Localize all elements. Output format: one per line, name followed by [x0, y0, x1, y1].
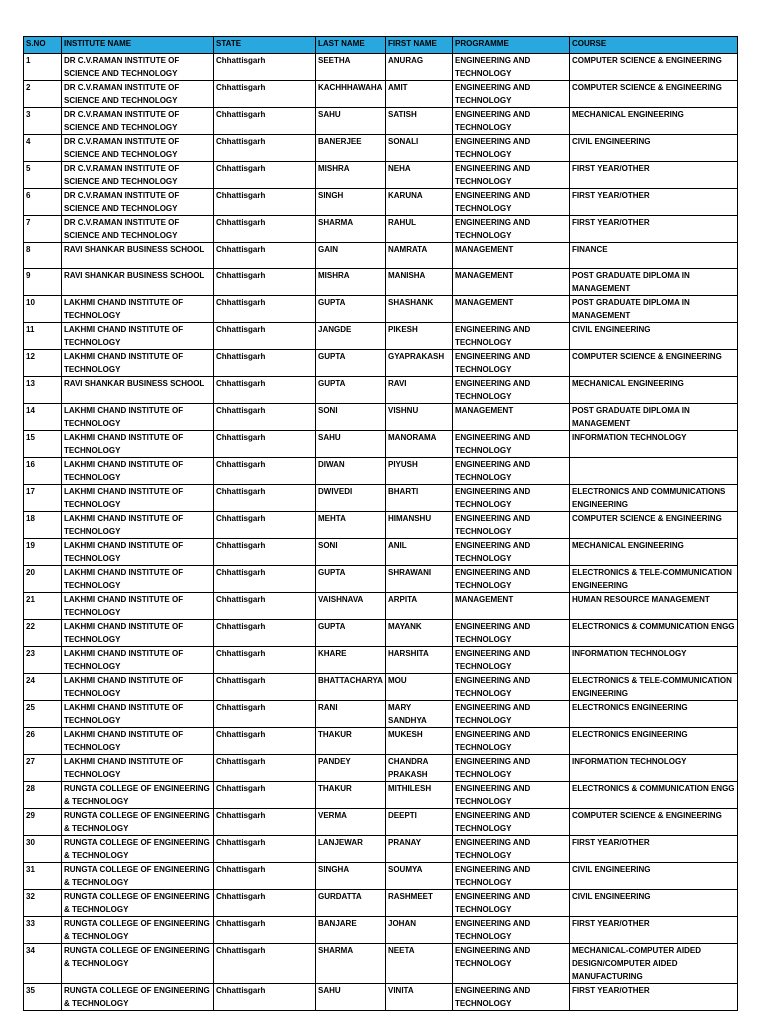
cell-institute[interactable]: RUNGTA COLLEGE OF ENGINEERING & TECHNOLOGY [62, 984, 214, 1011]
cell-first-name[interactable]: MOU [386, 674, 453, 701]
cell-last-name[interactable]: SEETHA [316, 54, 386, 81]
cell-state[interactable]: Chhattisgarh [214, 350, 316, 377]
cell-institute[interactable]: DR C.V.RAMAN INSTITUTE OF SCIENCE AND TECHNOLOGY [62, 216, 214, 243]
cell-course[interactable]: CIVIL ENGINEERING [570, 135, 738, 162]
cell-state[interactable]: Chhattisgarh [214, 755, 316, 782]
cell-sno[interactable]: 3 [24, 108, 62, 135]
cell-programme[interactable]: MANAGEMENT [453, 593, 570, 620]
cell-first-name[interactable]: BHARTI [386, 485, 453, 512]
cell-last-name[interactable]: BANJARE [316, 917, 386, 944]
cell-programme[interactable]: ENGINEERING AND TECHNOLOGY [453, 54, 570, 81]
cell-institute[interactable]: LAKHMI CHAND INSTITUTE OF TECHNOLOGY [62, 404, 214, 431]
cell-programme[interactable]: ENGINEERING AND TECHNOLOGY [453, 701, 570, 728]
cell-first-name[interactable]: RAVI [386, 377, 453, 404]
cell-programme[interactable]: ENGINEERING AND TECHNOLOGY [453, 944, 570, 984]
cell-course[interactable]: COMPUTER SCIENCE & ENGINEERING [570, 809, 738, 836]
cell-state[interactable]: Chhattisgarh [214, 647, 316, 674]
cell-state[interactable]: Chhattisgarh [214, 189, 316, 216]
cell-sno[interactable]: 22 [24, 620, 62, 647]
cell-state[interactable]: Chhattisgarh [214, 216, 316, 243]
cell-state[interactable]: Chhattisgarh [214, 296, 316, 323]
cell-last-name[interactable]: SONI [316, 539, 386, 566]
table-row [24, 674, 738, 701]
cell-first-name[interactable]: KARUNA [386, 189, 453, 216]
cell-course[interactable]: COMPUTER SCIENCE & ENGINEERING [570, 54, 738, 81]
cell-first-name[interactable]: MANISHA [386, 269, 453, 296]
cell-last-name[interactable]: DIWAN [316, 458, 386, 485]
cell-state[interactable]: Chhattisgarh [214, 431, 316, 458]
cell-institute[interactable]: RUNGTA COLLEGE OF ENGINEERING & TECHNOLOGY [62, 890, 214, 917]
cell-course[interactable]: FIRST YEAR/OTHER [570, 836, 738, 863]
cell-course[interactable]: MECHANICAL-COMPUTER AIDED DESIGN/COMPUTER AIDED MANUFACTURING [570, 944, 738, 984]
cell-programme[interactable]: ENGINEERING AND TECHNOLOGY [453, 377, 570, 404]
cell-last-name[interactable]: GUPTA [316, 350, 386, 377]
cell-state[interactable]: Chhattisgarh [214, 944, 316, 984]
cell-course[interactable]: POST GRADUATE DIPLOMA IN MANAGEMENT [570, 296, 738, 323]
table-row [24, 431, 738, 458]
cell-institute[interactable]: DR C.V.RAMAN INSTITUTE OF SCIENCE AND TECHNOLOGY [62, 189, 214, 216]
header-sno[interactable]: S.NO [24, 37, 62, 54]
cell-last-name[interactable]: KHARE [316, 647, 386, 674]
cell-programme[interactable]: ENGINEERING AND TECHNOLOGY [453, 162, 570, 189]
cell-first-name[interactable]: JOHAN [386, 917, 453, 944]
cell-course[interactable]: INFORMATION TECHNOLOGY [570, 647, 738, 674]
cell-sno[interactable]: 21 [24, 593, 62, 620]
cell-institute[interactable]: LAKHMI CHAND INSTITUTE OF TECHNOLOGY [62, 539, 214, 566]
table-row [24, 458, 738, 485]
cell-institute[interactable]: DR C.V.RAMAN INSTITUTE OF SCIENCE AND TECHNOLOGY [62, 108, 214, 135]
cell-sno[interactable]: 11 [24, 323, 62, 350]
cell-institute[interactable]: LAKHMI CHAND INSTITUTE OF TECHNOLOGY [62, 728, 214, 755]
cell-last-name[interactable]: GUPTA [316, 296, 386, 323]
cell-course[interactable]: CIVIL ENGINEERING [570, 863, 738, 890]
cell-sno[interactable]: 14 [24, 404, 62, 431]
cell-programme[interactable]: ENGINEERING AND TECHNOLOGY [453, 863, 570, 890]
cell-first-name[interactable]: ARPITA [386, 593, 453, 620]
cell-institute[interactable]: LAKHMI CHAND INSTITUTE OF TECHNOLOGY [62, 323, 214, 350]
table-row [24, 54, 738, 81]
cell-programme[interactable]: ENGINEERING AND TECHNOLOGY [453, 135, 570, 162]
cell-last-name[interactable]: SINGH [316, 189, 386, 216]
cell-programme[interactable]: ENGINEERING AND TECHNOLOGY [453, 836, 570, 863]
cell-institute[interactable]: DR C.V.RAMAN INSTITUTE OF SCIENCE AND TECHNOLOGY [62, 162, 214, 189]
cell-institute[interactable]: RAVI SHANKAR BUSINESS SCHOOL [62, 243, 214, 269]
cell-state[interactable]: Chhattisgarh [214, 485, 316, 512]
header-row [24, 37, 738, 54]
cell-institute[interactable]: LAKHMI CHAND INSTITUTE OF TECHNOLOGY [62, 593, 214, 620]
cell-last-name[interactable]: SAHU [316, 431, 386, 458]
cell-institute[interactable]: LAKHMI CHAND INSTITUTE OF TECHNOLOGY [62, 755, 214, 782]
cell-state[interactable]: Chhattisgarh [214, 512, 316, 539]
cell-course[interactable]: INFORMATION TECHNOLOGY [570, 755, 738, 782]
cell-institute[interactable]: RAVI SHANKAR BUSINESS SCHOOL [62, 377, 214, 404]
cell-first-name[interactable]: NEHA [386, 162, 453, 189]
cell-first-name[interactable]: HIMANSHU [386, 512, 453, 539]
cell-sno[interactable]: 26 [24, 728, 62, 755]
cell-first-name[interactable]: MUKESH [386, 728, 453, 755]
cell-state[interactable]: Chhattisgarh [214, 674, 316, 701]
table-row [24, 404, 738, 431]
cell-institute[interactable]: LAKHMI CHAND INSTITUTE OF TECHNOLOGY [62, 512, 214, 539]
cell-last-name[interactable]: VERMA [316, 809, 386, 836]
cell-course[interactable]: MECHANICAL ENGINEERING [570, 539, 738, 566]
cell-first-name[interactable]: GYAPRAKASH [386, 350, 453, 377]
cell-state[interactable]: Chhattisgarh [214, 593, 316, 620]
cell-institute[interactable]: RUNGTA COLLEGE OF ENGINEERING & TECHNOLOGY [62, 782, 214, 809]
cell-sno[interactable]: 10 [24, 296, 62, 323]
cell-first-name[interactable]: SOUMYA [386, 863, 453, 890]
cell-last-name[interactable]: PANDEY [316, 755, 386, 782]
cell-institute[interactable]: RUNGTA COLLEGE OF ENGINEERING & TECHNOLOGY [62, 944, 214, 984]
table-row [24, 647, 738, 674]
table-row [24, 755, 738, 782]
table-row [24, 917, 738, 944]
cell-programme[interactable]: ENGINEERING AND TECHNOLOGY [453, 984, 570, 1011]
table-row [24, 984, 738, 1011]
cell-institute[interactable]: LAKHMI CHAND INSTITUTE OF TECHNOLOGY [62, 701, 214, 728]
header-course[interactable]: COURSE [570, 37, 738, 54]
table-row [24, 323, 738, 350]
cell-first-name[interactable]: SONALI [386, 135, 453, 162]
cell-programme[interactable]: ENGINEERING AND TECHNOLOGY [453, 431, 570, 458]
table-row [24, 216, 738, 243]
cell-sno[interactable]: 12 [24, 350, 62, 377]
cell-course[interactable]: COMPUTER SCIENCE & ENGINEERING [570, 512, 738, 539]
cell-institute[interactable]: RUNGTA COLLEGE OF ENGINEERING & TECHNOLOGY [62, 917, 214, 944]
cell-sno[interactable]: 23 [24, 647, 62, 674]
header-last-name[interactable]: LAST NAME [316, 37, 386, 54]
cell-sno[interactable]: 28 [24, 782, 62, 809]
cell-sno[interactable]: 30 [24, 836, 62, 863]
cell-programme[interactable]: ENGINEERING AND TECHNOLOGY [453, 216, 570, 243]
cell-last-name[interactable]: KACHHHAWAHA [316, 81, 386, 108]
cell-course[interactable]: FIRST YEAR/OTHER [570, 162, 738, 189]
cell-first-name[interactable]: RAHUL [386, 216, 453, 243]
cell-institute[interactable]: RUNGTA COLLEGE OF ENGINEERING & TECHNOLOGY [62, 836, 214, 863]
cell-institute[interactable]: RAVI SHANKAR BUSINESS SCHOOL [62, 269, 214, 296]
cell-state[interactable]: Chhattisgarh [214, 323, 316, 350]
cell-programme[interactable]: MANAGEMENT [453, 296, 570, 323]
cell-programme[interactable]: ENGINEERING AND TECHNOLOGY [453, 620, 570, 647]
cell-state[interactable]: Chhattisgarh [214, 539, 316, 566]
cell-programme[interactable]: ENGINEERING AND TECHNOLOGY [453, 566, 570, 593]
cell-state[interactable]: Chhattisgarh [214, 243, 316, 269]
cell-institute[interactable]: LAKHMI CHAND INSTITUTE OF TECHNOLOGY [62, 485, 214, 512]
cell-programme[interactable]: ENGINEERING AND TECHNOLOGY [453, 189, 570, 216]
table-row [24, 566, 738, 593]
cell-sno[interactable]: 24 [24, 674, 62, 701]
header-programme[interactable]: PROGRAMME [453, 37, 570, 54]
cell-state[interactable]: Chhattisgarh [214, 458, 316, 485]
cell-last-name[interactable]: VAISHNAVA [316, 593, 386, 620]
table-row [24, 81, 738, 108]
table-row [24, 189, 738, 216]
cell-sno[interactable]: 34 [24, 944, 62, 984]
cell-programme[interactable]: ENGINEERING AND TECHNOLOGY [453, 81, 570, 108]
cell-course[interactable]: ELECTRONICS ENGINEERING [570, 728, 738, 755]
cell-course[interactable]: ELECTRONICS & TELE-COMMUNICATION ENGINEERING [570, 566, 738, 593]
table-row [24, 162, 738, 189]
cell-institute[interactable]: LAKHMI CHAND INSTITUTE OF TECHNOLOGY [62, 296, 214, 323]
cell-state[interactable]: Chhattisgarh [214, 728, 316, 755]
cell-last-name[interactable]: BHATTACHARYA [316, 674, 386, 701]
cell-institute[interactable]: LAKHMI CHAND INSTITUTE OF TECHNOLOGY [62, 350, 214, 377]
cell-sno[interactable]: 29 [24, 809, 62, 836]
cell-first-name[interactable]: AMIT [386, 81, 453, 108]
cell-first-name[interactable]: VINITA [386, 984, 453, 1011]
cell-programme[interactable]: ENGINEERING AND TECHNOLOGY [453, 647, 570, 674]
cell-sno[interactable]: 8 [24, 243, 62, 269]
cell-state[interactable]: Chhattisgarh [214, 984, 316, 1011]
cell-sno[interactable]: 6 [24, 189, 62, 216]
cell-last-name[interactable]: SAHU [316, 984, 386, 1011]
cell-first-name[interactable]: MITHILESH [386, 782, 453, 809]
cell-state[interactable]: Chhattisgarh [214, 108, 316, 135]
table-row [24, 512, 738, 539]
cell-first-name[interactable]: SHASHANK [386, 296, 453, 323]
cell-course[interactable]: MECHANICAL ENGINEERING [570, 377, 738, 404]
cell-course[interactable]: CIVIL ENGINEERING [570, 323, 738, 350]
cell-state[interactable]: Chhattisgarh [214, 890, 316, 917]
cell-last-name[interactable]: BANERJEE [316, 135, 386, 162]
cell-course[interactable]: INFORMATION TECHNOLOGY [570, 431, 738, 458]
cell-institute[interactable]: LAKHMI CHAND INSTITUTE OF TECHNOLOGY [62, 647, 214, 674]
cell-course[interactable]: POST GRADUATE DIPLOMA IN MANAGEMENT [570, 404, 738, 431]
cell-state[interactable]: Chhattisgarh [214, 620, 316, 647]
table-row [24, 377, 738, 404]
cell-institute[interactable]: LAKHMI CHAND INSTITUTE OF TECHNOLOGY [62, 674, 214, 701]
cell-state[interactable]: Chhattisgarh [214, 377, 316, 404]
cell-first-name[interactable]: SATISH [386, 108, 453, 135]
cell-sno[interactable]: 17 [24, 485, 62, 512]
cell-sno[interactable]: 32 [24, 890, 62, 917]
cell-course[interactable]: ELECTRONICS & COMMUNICATION ENGG [570, 782, 738, 809]
cell-programme[interactable]: MANAGEMENT [453, 269, 570, 296]
cell-first-name[interactable]: SHRAWANI [386, 566, 453, 593]
cell-institute[interactable]: DR C.V.RAMAN INSTITUTE OF SCIENCE AND TECHNOLOGY [62, 135, 214, 162]
cell-sno[interactable]: 5 [24, 162, 62, 189]
cell-last-name[interactable]: GUPTA [316, 377, 386, 404]
cell-programme[interactable]: ENGINEERING AND TECHNOLOGY [453, 458, 570, 485]
cell-last-name[interactable]: SONI [316, 404, 386, 431]
cell-course[interactable]: POST GRADUATE DIPLOMA IN MANAGEMENT [570, 269, 738, 296]
cell-state[interactable]: Chhattisgarh [214, 809, 316, 836]
cell-programme[interactable]: ENGINEERING AND TECHNOLOGY [453, 539, 570, 566]
cell-sno[interactable]: 20 [24, 566, 62, 593]
cell-state[interactable]: Chhattisgarh [214, 836, 316, 863]
table-row [24, 269, 738, 296]
cell-state[interactable]: Chhattisgarh [214, 782, 316, 809]
table-body [24, 54, 738, 1011]
cell-first-name[interactable]: ANURAG [386, 54, 453, 81]
cell-first-name[interactable]: HARSHITA [386, 647, 453, 674]
cell-state[interactable]: Chhattisgarh [214, 81, 316, 108]
cell-last-name[interactable]: SHARMA [316, 944, 386, 984]
header-first-name[interactable]: FIRST NAME [386, 37, 453, 54]
cell-first-name[interactable]: PIKESH [386, 323, 453, 350]
cell-first-name[interactable]: RASHMEET [386, 890, 453, 917]
cell-course[interactable]: ELECTRONICS & TELE-COMMUNICATION ENGINEERING [570, 674, 738, 701]
cell-institute[interactable]: DR C.V.RAMAN INSTITUTE OF SCIENCE AND TECHNOLOGY [62, 81, 214, 108]
cell-sno[interactable]: 7 [24, 216, 62, 243]
header-state[interactable]: STATE [214, 37, 316, 54]
cell-programme[interactable]: ENGINEERING AND TECHNOLOGY [453, 350, 570, 377]
table-row [24, 944, 738, 984]
cell-first-name[interactable]: NAMRATA [386, 243, 453, 269]
cell-course[interactable]: FIRST YEAR/OTHER [570, 917, 738, 944]
cell-last-name[interactable]: THAKUR [316, 728, 386, 755]
cell-first-name[interactable]: PIYUSH [386, 458, 453, 485]
cell-first-name[interactable]: ANIL [386, 539, 453, 566]
cell-programme[interactable]: ENGINEERING AND TECHNOLOGY [453, 512, 570, 539]
cell-last-name[interactable]: MEHTA [316, 512, 386, 539]
cell-last-name[interactable]: THAKUR [316, 782, 386, 809]
table-row [24, 863, 738, 890]
cell-institute[interactable]: DR C.V.RAMAN INSTITUTE OF SCIENCE AND TECHNOLOGY [62, 54, 214, 81]
cell-last-name[interactable]: GUPTA [316, 566, 386, 593]
cell-state[interactable]: Chhattisgarh [214, 404, 316, 431]
cell-state[interactable]: Chhattisgarh [214, 54, 316, 81]
cell-last-name[interactable]: RANI [316, 701, 386, 728]
cell-programme[interactable]: ENGINEERING AND TECHNOLOGY [453, 674, 570, 701]
header-institute-name[interactable]: INSTITUTE NAME [62, 37, 214, 54]
cell-institute[interactable]: LAKHMI CHAND INSTITUTE OF TECHNOLOGY [62, 620, 214, 647]
cell-course[interactable]: FIRST YEAR/OTHER [570, 189, 738, 216]
cell-programme[interactable]: ENGINEERING AND TECHNOLOGY [453, 755, 570, 782]
cell-programme[interactable]: ENGINEERING AND TECHNOLOGY [453, 782, 570, 809]
table-row [24, 620, 738, 647]
cell-sno[interactable]: 27 [24, 755, 62, 782]
cell-state[interactable]: Chhattisgarh [214, 566, 316, 593]
cell-sno[interactable]: 4 [24, 135, 62, 162]
cell-sno[interactable]: 25 [24, 701, 62, 728]
table-row [24, 243, 738, 269]
cell-first-name[interactable]: MANORAMA [386, 431, 453, 458]
cell-first-name[interactable]: NEETA [386, 944, 453, 984]
cell-last-name[interactable]: GAIN [316, 243, 386, 269]
cell-programme[interactable]: ENGINEERING AND TECHNOLOGY [453, 323, 570, 350]
cell-institute[interactable]: LAKHMI CHAND INSTITUTE OF TECHNOLOGY [62, 566, 214, 593]
student-table [23, 36, 738, 1011]
cell-sno[interactable]: 15 [24, 431, 62, 458]
cell-sno[interactable]: 31 [24, 863, 62, 890]
cell-sno[interactable]: 1 [24, 54, 62, 81]
cell-last-name[interactable]: SHARMA [316, 216, 386, 243]
cell-course[interactable] [570, 458, 738, 485]
cell-sno[interactable]: 18 [24, 512, 62, 539]
cell-sno[interactable]: 9 [24, 269, 62, 296]
cell-last-name[interactable]: LANJEWAR [316, 836, 386, 863]
cell-state[interactable]: Chhattisgarh [214, 269, 316, 296]
cell-sno[interactable]: 35 [24, 984, 62, 1011]
cell-course[interactable]: COMPUTER SCIENCE & ENGINEERING [570, 81, 738, 108]
cell-programme[interactable]: ENGINEERING AND TECHNOLOGY [453, 917, 570, 944]
cell-institute[interactable]: RUNGTA COLLEGE OF ENGINEERING & TECHNOLOGY [62, 809, 214, 836]
cell-programme[interactable]: ENGINEERING AND TECHNOLOGY [453, 890, 570, 917]
table-row [24, 539, 738, 566]
cell-course[interactable]: ELECTRONICS ENGINEERING [570, 701, 738, 728]
cell-last-name[interactable]: SINGHA [316, 863, 386, 890]
table-row [24, 728, 738, 755]
cell-course[interactable]: FINANCE [570, 243, 738, 269]
cell-sno[interactable]: 33 [24, 917, 62, 944]
cell-institute[interactable]: LAKHMI CHAND INSTITUTE OF TECHNOLOGY [62, 431, 214, 458]
cell-course[interactable]: ELECTRONICS AND COMMUNICATIONS ENGINEERING [570, 485, 738, 512]
cell-first-name[interactable]: PRANAY [386, 836, 453, 863]
cell-institute[interactable]: RUNGTA COLLEGE OF ENGINEERING & TECHNOLOGY [62, 863, 214, 890]
table-row [24, 890, 738, 917]
cell-last-name[interactable]: GUPTA [316, 620, 386, 647]
table-row [24, 108, 738, 135]
cell-state[interactable]: Chhattisgarh [214, 863, 316, 890]
cell-first-name[interactable]: VISHNU [386, 404, 453, 431]
table-row [24, 350, 738, 377]
cell-course[interactable]: FIRST YEAR/OTHER [570, 984, 738, 1011]
table-row [24, 593, 738, 620]
cell-last-name[interactable]: SAHU [316, 108, 386, 135]
cell-programme[interactable]: ENGINEERING AND TECHNOLOGY [453, 485, 570, 512]
cell-programme[interactable]: ENGINEERING AND TECHNOLOGY [453, 108, 570, 135]
cell-programme[interactable]: MANAGEMENT [453, 404, 570, 431]
cell-sno[interactable]: 2 [24, 81, 62, 108]
table-row [24, 836, 738, 863]
cell-course[interactable]: HUMAN RESOURCE MANAGEMENT [570, 593, 738, 620]
cell-institute[interactable]: LAKHMI CHAND INSTITUTE OF TECHNOLOGY [62, 458, 214, 485]
cell-last-name[interactable]: GURDATTA [316, 890, 386, 917]
cell-state[interactable]: Chhattisgarh [214, 701, 316, 728]
cell-course[interactable]: COMPUTER SCIENCE & ENGINEERING [570, 350, 738, 377]
cell-last-name[interactable]: DWIVEDI [316, 485, 386, 512]
cell-sno[interactable]: 16 [24, 458, 62, 485]
cell-course[interactable]: MECHANICAL ENGINEERING [570, 108, 738, 135]
table-row [24, 485, 738, 512]
cell-programme[interactable]: MANAGEMENT [453, 243, 570, 269]
cell-course[interactable]: FIRST YEAR/OTHER [570, 216, 738, 243]
cell-state[interactable]: Chhattisgarh [214, 917, 316, 944]
cell-course[interactable]: ELECTRONICS & COMMUNICATION ENGG [570, 620, 738, 647]
table-row [24, 296, 738, 323]
cell-first-name[interactable]: MAYANK [386, 620, 453, 647]
cell-last-name[interactable]: MISHRA [316, 269, 386, 296]
cell-last-name[interactable]: MISHRA [316, 162, 386, 189]
cell-state[interactable]: Chhattisgarh [214, 162, 316, 189]
cell-first-name[interactable]: CHANDRA PRAKASH [386, 755, 453, 782]
cell-sno[interactable]: 13 [24, 377, 62, 404]
table-row [24, 782, 738, 809]
table-row [24, 135, 738, 162]
cell-programme[interactable]: ENGINEERING AND TECHNOLOGY [453, 728, 570, 755]
table-row [24, 701, 738, 728]
spreadsheet [23, 36, 737, 1011]
cell-course[interactable]: CIVIL ENGINEERING [570, 890, 738, 917]
cell-sno[interactable]: 19 [24, 539, 62, 566]
cell-state[interactable]: Chhattisgarh [214, 135, 316, 162]
cell-programme[interactable]: ENGINEERING AND TECHNOLOGY [453, 809, 570, 836]
table-row [24, 809, 738, 836]
cell-first-name[interactable]: DEEPTI [386, 809, 453, 836]
cell-last-name[interactable]: JANGDE [316, 323, 386, 350]
cell-first-name[interactable]: MARY SANDHYA [386, 701, 453, 728]
